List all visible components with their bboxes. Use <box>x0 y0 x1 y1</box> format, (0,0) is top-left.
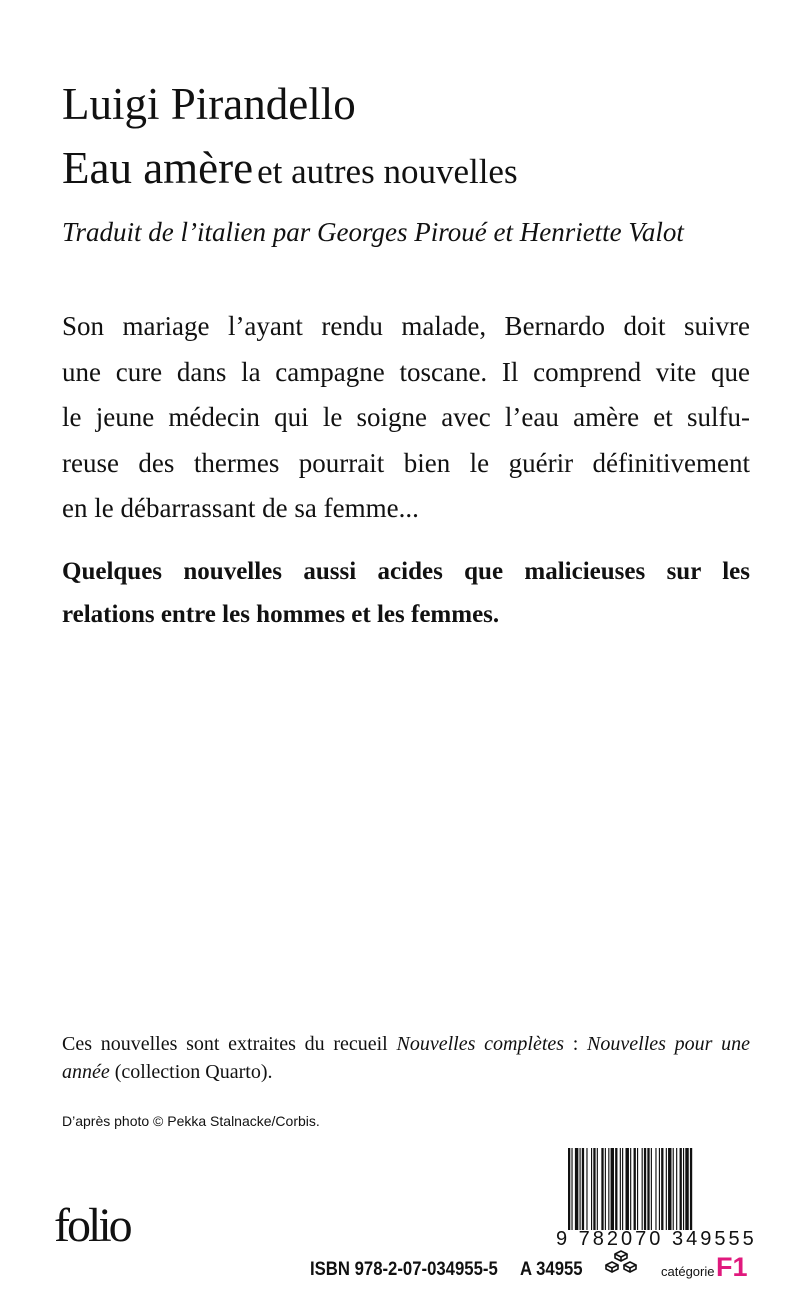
barcode-bar <box>644 1148 646 1230</box>
barcode-bar <box>620 1148 621 1230</box>
barcode-bar <box>647 1148 649 1230</box>
barcode-bar <box>685 1148 688 1230</box>
barcode-bar <box>661 1148 663 1230</box>
barcode-bar <box>630 1148 631 1230</box>
barcode-bar <box>626 1148 629 1230</box>
author-name: Luigi Pirandello <box>62 79 356 129</box>
book-title-subtitle: et autres nouvelles <box>257 152 518 191</box>
product-code: A 34955 <box>520 1259 583 1280</box>
source-work-title: Nouvelles complètes <box>396 1033 565 1055</box>
barcode-bar <box>673 1148 674 1230</box>
barcode-bar <box>668 1148 671 1230</box>
translator-credit: Traduit de l’italien par Georges Piroué et Henriette Valot <box>62 217 684 247</box>
isbn-number: ISBN 978-2-07-034955-5 <box>310 1259 498 1280</box>
source-line <box>62 1058 750 1086</box>
barcode-bar <box>591 1148 592 1230</box>
source-work-subtitle-2: année <box>62 1061 110 1083</box>
blurb-paragraph <box>62 304 750 532</box>
source-prefix: Ces nouvelles sont extraites du recueil <box>62 1033 388 1055</box>
barcode-bar <box>676 1148 677 1230</box>
tagline-line: relations entre les hommes et les femmes. <box>62 601 500 628</box>
gallimard-books-icon-svg <box>604 1248 638 1278</box>
barcode-digits: 9 782070 349555 <box>556 1228 757 1250</box>
gallimard-books-icon <box>604 1248 638 1278</box>
barcode-bar <box>655 1148 656 1230</box>
blurb-line: le jeune médecin qui le soigne avec l’eau amère et sulfu- <box>62 402 750 432</box>
barcode-bar <box>680 1148 682 1230</box>
barcode-bar <box>582 1148 584 1230</box>
source-colon: : <box>564 1033 588 1055</box>
category-label: catégorie <box>661 1264 715 1279</box>
barcode-bar <box>611 1148 614 1230</box>
source-note <box>62 1030 750 1086</box>
source-suffix: (collection Quarto). <box>109 1061 273 1083</box>
barcode-bar <box>575 1148 578 1230</box>
barcode-bar <box>615 1148 617 1230</box>
barcode-bar <box>642 1148 643 1230</box>
barcode-bar <box>571 1148 572 1230</box>
blurb-line: une cure dans la campagne toscane. Il comprend vite que <box>62 356 750 387</box>
barcode-bar <box>597 1148 598 1230</box>
barcode-bar <box>580 1148 581 1230</box>
photo-credit: D’après photo © Pekka Stalnacke/Corbis. <box>62 1113 320 1129</box>
barcode <box>566 1148 740 1232</box>
blurb-line: Son mariage l’ayant rendu malade, Bernardo doit suivre <box>62 311 750 341</box>
barcode-bar <box>622 1148 623 1230</box>
barcode-bar <box>690 1148 692 1230</box>
barcode-bar <box>659 1148 660 1230</box>
source-line <box>62 1030 750 1058</box>
book-title <box>62 142 518 205</box>
barcode-bar <box>634 1148 636 1230</box>
barcode-bar <box>637 1148 638 1230</box>
source-work-subtitle-1: Nouvelles pour une <box>587 1033 751 1055</box>
barcode-bar <box>683 1148 684 1230</box>
barcode-bars <box>566 1148 740 1232</box>
barcode-bar <box>605 1148 606 1230</box>
barcode-bar <box>601 1148 603 1230</box>
tagline-line: Quelques nouvelles aussi acides que malicieuses sur les <box>62 558 750 585</box>
blurb-line: en le débarrassant de sa femme... <box>62 493 419 523</box>
barcode-bar <box>608 1148 609 1230</box>
barcode-bar <box>586 1148 587 1230</box>
barcode-bar <box>568 1148 570 1230</box>
book-title-main: Eau amère <box>62 143 254 193</box>
barcode-bar <box>593 1148 595 1230</box>
category-code: F1 <box>716 1252 748 1282</box>
blurb-line: reuse des thermes pourrait bien le guérir définitivement <box>62 447 750 478</box>
tagline-paragraph <box>62 550 750 636</box>
barcode-bar <box>651 1148 652 1230</box>
barcode-bar <box>666 1148 667 1230</box>
folio-logo: folio <box>54 1199 130 1252</box>
